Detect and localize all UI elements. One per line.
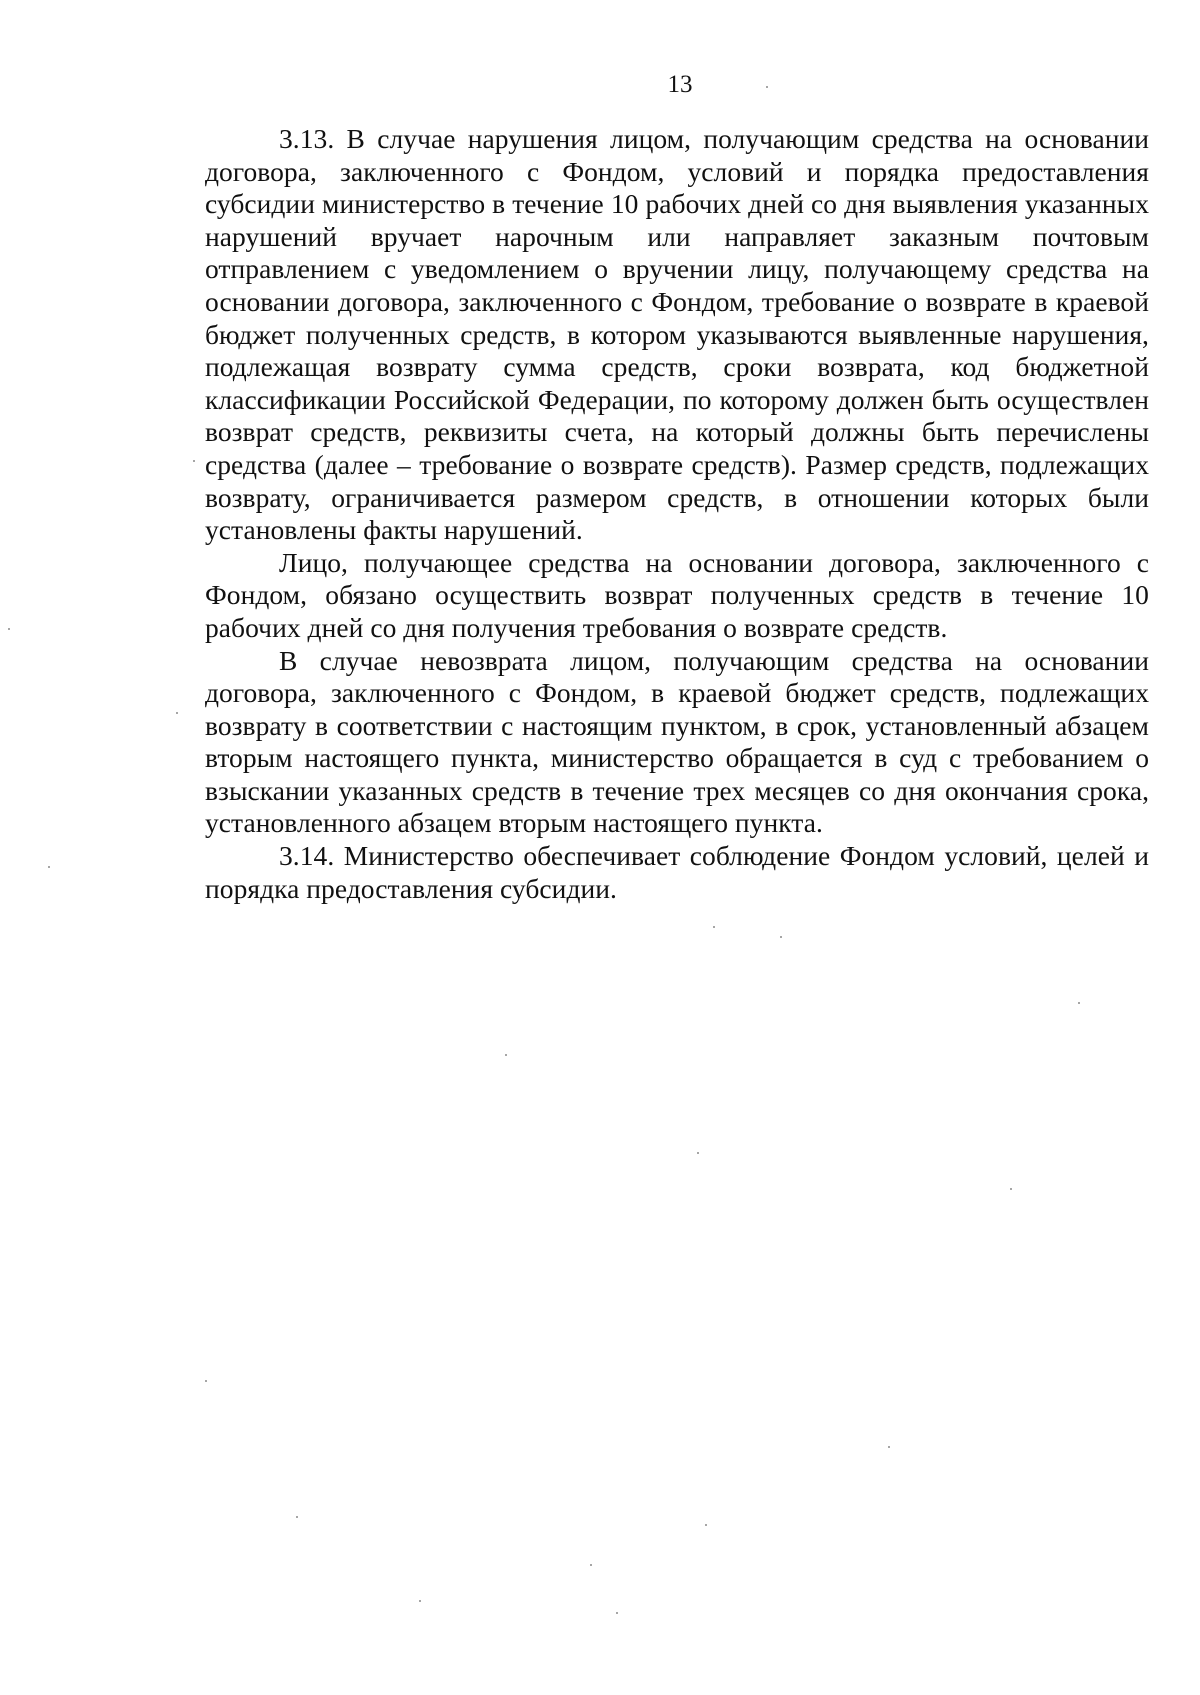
scan-speck [1078,1002,1080,1004]
paragraph-refund-obligation: Лицо, получающее средства на основании договора, заключенного с Фондом, обязано осуществить возврат полученных средств в течение 10 рабочих дней со дня получения требования о возврате средств. [205,546,1149,643]
paragraph-3-13: 3.13. В случае нарушения лицом, получающим средства на основании договора, заключенного с Фондом, условий и порядка предоставления субсидии министерство в течение 10 рабочих дней со дня выявления указанных нарушений вручает нарочным или направляет заказным почтовым отправлением с уведомлением о вручении лицу, получающему средства на основании договора, заключенного с Фондом, требование о возврате в краевой бюджет полученных средств, в котором указываются выявленные нарушения, подлежащая возврату сумма средств, сроки возврата, код бюджетной классификации Российской Федерации, по которому должен быть осуществлен возврат средств, реквизиты счета, на который должны быть перечислены средства (далее – требование о возврате средств). Размер средств, подлежащих возврату, ограничивается размером средств, в отношении которых были установлены факты нарушений. [205,123,1149,546]
paragraph-court-claim: В случае невозврата лицом, получающим средства на основании договора, заключенного с Фондом, в краевой бюджет средств, подлежащих возврату в соответствии с настоящим пунктом, в срок, установленный абзацем вторым настоящего пункта, министерство обращается в суд с требованием о взыскании указанных средств в течение трех месяцев со дня окончания срока, установленного абзацем вторым настоящего пункта. [205,644,1149,839]
scan-speck [590,1564,592,1566]
scan-speck [48,866,50,868]
scan-speck [616,1612,618,1614]
scan-speck [505,1054,507,1056]
scan-speck [8,628,10,630]
scan-speck [888,1446,890,1448]
scan-speck [766,86,768,88]
scan-speck [697,1152,699,1154]
paragraph-3-14: 3.14. Министерство обеспечивает соблюдение Фондом условий, целей и порядка предоставления субсидии. [205,840,1149,904]
scan-speck [780,936,782,938]
scan-speck [713,926,715,928]
scan-speck [205,1380,207,1382]
scan-speck [176,712,178,714]
scan-speck [705,1524,707,1526]
scan-speck [296,1516,298,1518]
scan-speck [419,1600,421,1602]
scan-speck [193,460,195,462]
document-body [205,123,1149,905]
page-number: 13 [667,71,693,98]
scan-speck [1010,1188,1012,1190]
